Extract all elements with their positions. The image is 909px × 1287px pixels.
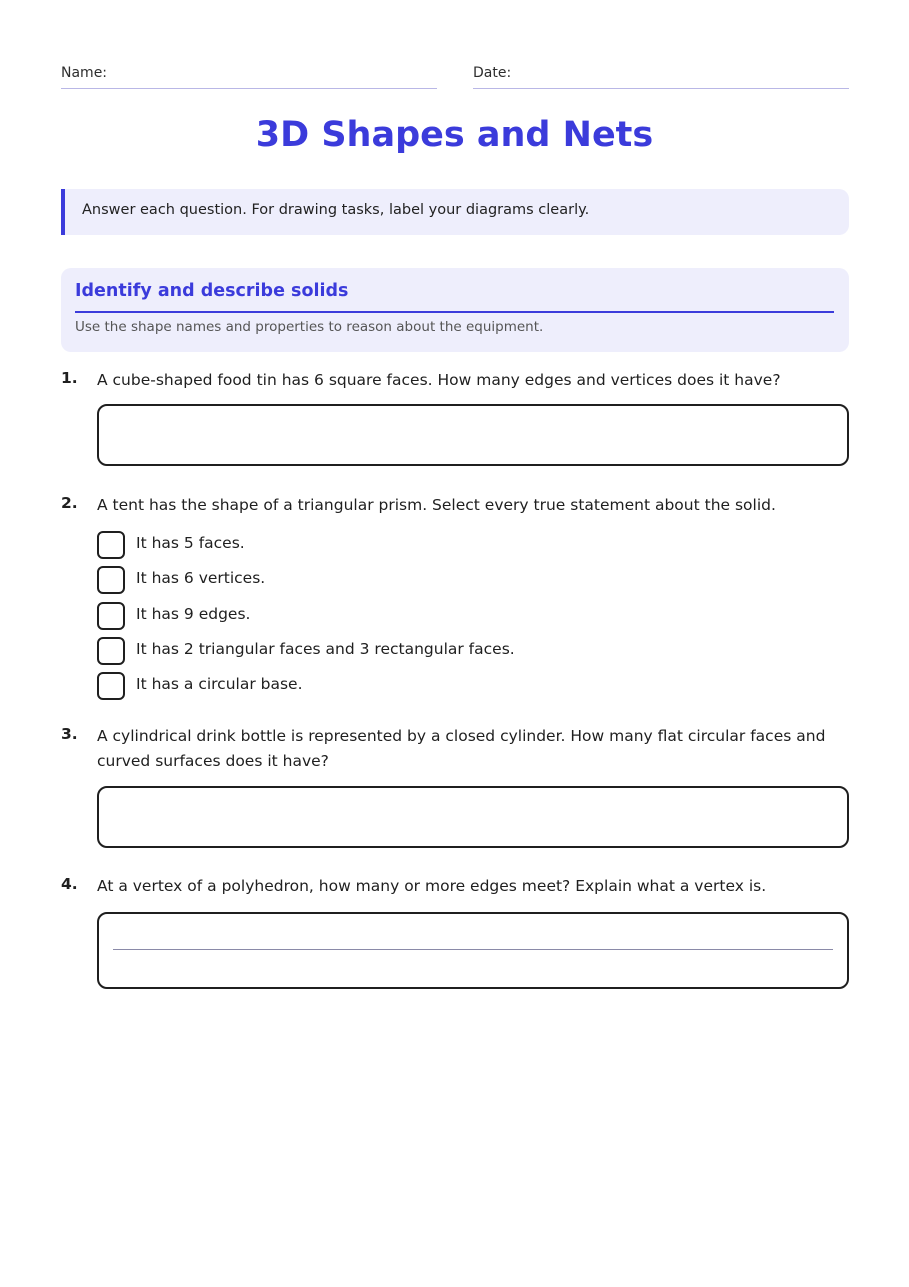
question-1-text: A cube-shaped food tin has 6 square faces. How many edges and vertices does it have? — [97, 371, 781, 389]
question-4-text: At a vertex of a polyhedron, how many or more edges meet? Explain what a vertex is. — [97, 877, 767, 895]
question-4-answer-box[interactable] — [97, 912, 849, 989]
option-label: It has 5 faces. — [136, 534, 245, 552]
checkbox[interactable] — [97, 672, 125, 700]
question-3-text: A cylindrical drink bottle is represented by a closed cylinder. How many flat circular faces and curved surfaces does it have? — [97, 727, 826, 770]
name-field[interactable] — [61, 62, 437, 89]
question-1-answer-box[interactable] — [97, 404, 849, 466]
section-header — [61, 268, 849, 352]
question-2-text: A tent has the shape of a triangular prism. Select every true statement about the solid. — [97, 496, 776, 514]
question-3-number: 3. — [61, 725, 78, 743]
date-field[interactable] — [473, 62, 849, 89]
date-label: Date: — [473, 65, 512, 81]
option-label: It has a circular base. — [136, 675, 303, 693]
name-label: Name: — [61, 65, 108, 81]
answer-writing-line — [113, 949, 833, 950]
question-1-number: 1. — [61, 369, 78, 387]
checkbox[interactable] — [97, 637, 125, 665]
section-title: Identify and describe solids — [75, 281, 349, 301]
section-subtitle: Use the shape names and properties to reason about the equipment. — [75, 319, 544, 335]
instructions-callout: Answer each question. For drawing tasks, label your diagrams clearly. — [61, 189, 849, 235]
option-label: It has 2 triangular faces and 3 rectangular faces. — [136, 640, 515, 658]
question-3-answer-box[interactable] — [97, 786, 849, 848]
page-title: 3D Shapes and Nets — [255, 115, 654, 155]
question-2-number: 2. — [61, 494, 78, 512]
option-label: It has 9 edges. — [136, 605, 251, 623]
question-4-number: 4. — [61, 875, 78, 893]
checkbox[interactable] — [97, 531, 125, 559]
section-divider — [75, 311, 834, 313]
option-label: It has 6 vertices. — [136, 569, 266, 587]
checkbox[interactable] — [97, 566, 125, 594]
checkbox[interactable] — [97, 602, 125, 630]
